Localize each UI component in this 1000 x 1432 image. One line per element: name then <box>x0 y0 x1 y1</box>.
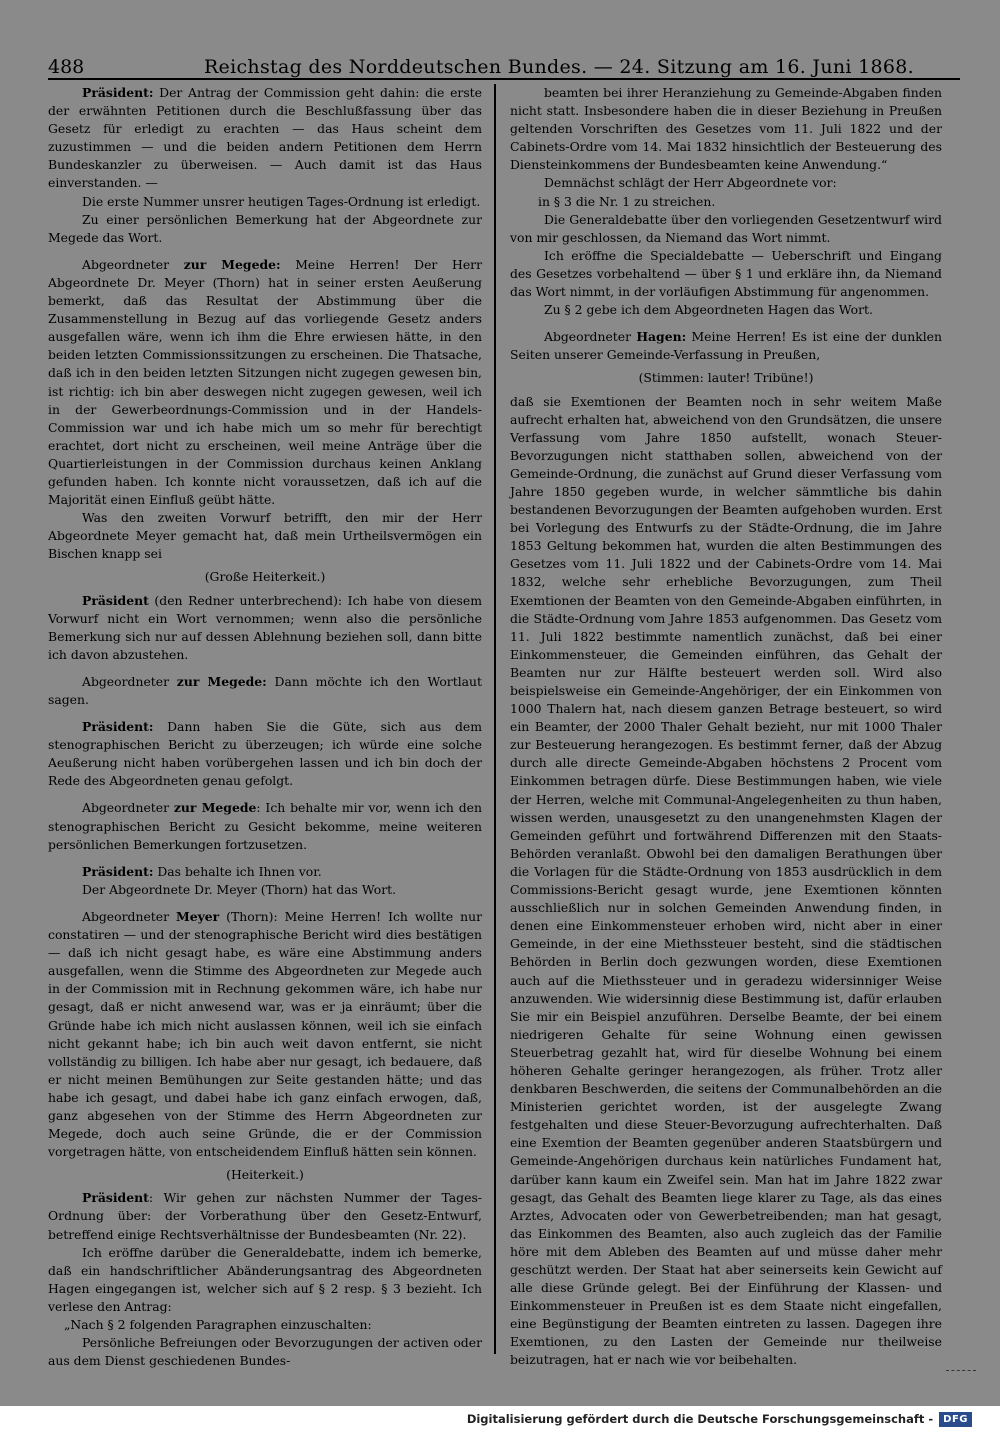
paragraph-text: Die Generaldebatte über den vorliegenden Gesetzentwurf wird von mir geschlossen, da Niemand das Wort nimmt. <box>510 211 942 245</box>
paragraph <box>48 881 482 899</box>
paragraph-text: Dann haben Sie die Güte, sich aus dem stenographischen Bericht zu überzeugen; ich würde eine solche Aeußerung nicht haben vorübergehen lassen und ich bin doch der Rede des Abgeordneten genau gefolgt. <box>48 719 482 789</box>
scan-margin-mark <box>946 1370 976 1381</box>
page-number: 488 <box>48 56 85 78</box>
paragraph-text: Der Antrag der Commission geht dahin: die erste der erwähnten Petitionen durch die Beschlußfassung über das Gesetz für erledigt zu erachten — das Haus scheint dem zuzustimmen — und die beiden andern Petitionen dem Herrn Bundeskanzler zu überweisen. — Auch damit ist das Haus einverstanden. — <box>48 85 482 191</box>
paragraph-text: (Thorn): Meine Herren! Ich wollte nur constatiren — und der stenographische Bericht wird dies bestätigen — daß ich nicht gesagt habe, es wäre eine Abstimmung anders ausgefallen, wenn die Stimme des Abgeordneten zur Megede auch in der Commission mit in Rechnung gekommen wäre, ich habe nur gesagt, daß er nicht anwesend war, was er ja einräumt; über die Gründe habe ich mich nicht auslassen können, weil ich sie einfach nicht gekannt habe; ich bin auch weit davon entfernt, sie nicht vollständig zu billigen. Ich habe aber nur gesagt, ich bedauere, daß er nicht meinen Bemühungen zur Seite gestanden hätte; und das habe ich gesagt, und dabei habe ich ganz einfach erwogen, daß, ganz abgesehen von der Stimme des Herrn Abgeordneten zur Megede, doch auch seine Gründe, die er der Commission vorgetragen hätte, von entscheidendem Einfluß hätten sein können. <box>48 908 483 1160</box>
footer-credit: Digitalisierung gefördert durch die Deutsche Forschungsgemeinschaft - <box>466 1412 934 1426</box>
stage-direction: (Heiterkeit.) <box>226 1167 304 1183</box>
paragraph-text: Persönliche Befreiungen oder Bevorzugungen der activen oder aus dem Dienst geschiedenen Bundes- <box>48 1335 482 1369</box>
speaker-name: zur Megede <box>173 800 257 816</box>
speaker-name: Hagen: <box>636 329 687 345</box>
paragraph-text: „Nach § 2 folgenden Paragraphen einzuschalten: <box>64 1317 372 1332</box>
paragraph <box>48 1244 482 1316</box>
speaker-name: zur Megede: <box>176 673 267 689</box>
paragraph <box>510 174 942 192</box>
speech-paragraph <box>48 673 482 709</box>
paragraph-text: Ich eröffne die Specialdebatte — Ueberschrift und Eingang des Gesetzes vorbehaltend — über § 1 und erkläre ihn, da Niemand das Wort nimmt, in der vorläufigen Abstimmung für angenommen. <box>510 247 942 300</box>
paragraph-text: Zu § 2 gebe ich dem Abgeordneten Hagen das Wort. <box>544 302 873 318</box>
paragraph-text: Die erste Nummer unsrer heutigen Tages-Ordnung ist erledigt. <box>82 193 481 209</box>
speaker-title: Abgeordneter <box>82 673 177 689</box>
paragraph <box>510 211 942 247</box>
dfg-logo-icon: DFG <box>939 1412 972 1427</box>
paragraph-text: Was den zweiten Vorwurf betrifft, den mir der Herr Abgeordnete Meyer gemacht hat, daß mein Urtheilsvermögen ein Bischen knapp sei <box>48 510 482 562</box>
paragraph <box>510 247 942 301</box>
speaker-title: Abgeordneter <box>82 908 176 924</box>
paragraph-text: : Ich behalte mir vor, wenn ich den stenographischen Bericht zu Gesicht bekomme, meine weiteren persönlichen Bemerkungen fortzusetzen. <box>48 800 482 852</box>
paragraph-text: daß sie Exemtionen der Beamten noch in sehr weitem Maße aufrecht erhalten hat, abweichend von den Grundsätzen, die unsere Verfassung vom Jahre 1850 aufstellt, wonach Steuer-Bevorzugungen nicht statthaben sollen, abweichend von der Gemeinde-Ordnung, die zunächst auf Grund dieser Verfassung vom Jahre 1850 gegeben wurde, in welcher sämmtliche bis dahin bestandenen Bevorzugungen der Beamten aufgehoben wurden. Erst bei Vorlegung des Entwurfs zu der Städte-Ordnung, die im Jahre 1853 Geltung bekommen hat, wurden die alten Bestimmungen des Gesetzes vom 11. Juli 1822 und der Cabinets-Ordre vom 14. Mai 1832, welche sehr erhebliche Bevorzugungen, zum Theil Exemtionen der Beamten von den Gemeinde-Abgaben einführten, in die Städte-Ordnung vom Jahre 1853 aufgenommen. Das Gesetz vom 11. Juli 1822 bestimmte namentlich zunächst, daß bei einer Einkommensteuer, die Gemeinden einführen, das Gehalt der Beamten nur zur Hälfte besteuert werden soll. Wird also beispielsweise ein Gemeinde-Angehöriger, der ein Einkommen von 1000 Thalern hat, nach diesem ganzen Betrage besteuert, so wird ein Beamter, der 2000 Thaler Gehalt bezieht, nur mit 1000 Thaler zur Besteuerung herangezogen. Es bestimmt ferner, daß der Abzug durch alle directe Gemeinde-Abgaben höchstens 2 Procent vom Einkommen betragen dürfe. Diese Bestimmungen haben, wie viele der Herren, welche mit Communal-Angelegenheiten zu thun haben, wissen werden, unausgesetzt zu den unangenehmsten Klagen der Gemeinden geführt und fortwährend Differenzen mit den Staats-Behörden veranlaßt. Obwohl bei den damaligen Berathungen über die Vorlagen für die Städte-Ordnung von 1853 ausdrücklich in dem Commissions-Bericht gesagt wurde, jene Exemtionen könnten ausschließlich nur in solchen Gemeinden Anwendung finden, in denen eine Einkommensteuer erhoben wird, nicht aber in einer Gemeinde, in der eine Miethssteuer besteht, sind die städtischen Behörden in Berlin doch gezwungen worden, diese Exemtionen auch auf die Miethssteuer und in geradezu widersinniger Weise anzuwenden. Wie widersinnig diese Bestimmung ist, dafür erlauben Sie mir ein Beispiel anzuführen. Derselbe Beamte, der bei einem niedrigeren Gehalte für seine Wohnung einen gewissen Steuerbetrag gezahlt hat, wird für dieselbe Wohnung bei einem höheren Gehalte geringer herangezogen, als früher. Trotz aller denkbaren Beschwerden, die seitens der Communalbehörden an die Ministerien gerichtet worden, ist der ausgelegte Zwang festgehalten und diese Steuer-Bevorzugung aufrechterhalten. Daß eine Exemtion der Beamten gegenüber anderen Staatsbürgern und Gemeinde-Angehörigen durchaus kein natürliches Fundament hat, darüber kann kaum ein Zweifel sein. Man hat im Jahre 1822 zwar gesagt, das Gehalt des Beamten liege klarer zu Tage, als das eines Arztes, Advocaten oder von Gewerbetreibenden; man hat gesagt, das Einkommen des Beamten, also auch zugleich das der Familie höre mit dem Ableben des Beamten auf und müsse daher mehr geschützt werden. Der Staat hat aber seinerseits kein Gewicht auf alle diese Gründe gelegt. Bei der Einführung der Klassen- und Einkommensteuer in Preußen ist es dem Staate nicht eingefallen, eine Begünstigung der Beamten eintreten zu lassen. Dagegen ihre Exemtionen, zu den Lasten der Gemeinde nur theilweise beizutragen, hat er nach wie vor beibehalten. <box>510 393 942 1368</box>
speech-paragraph <box>48 718 482 790</box>
paragraph-text: Ich eröffne darüber die Generaldebatte, indem ich bemerke, daß ein handschriftlicher Abänderungsantrag des Abgeordneten Hagen eingegangen ist, welcher sich auf § 2 resp. § 3 bezieht. Ich verlese den Antrag: <box>48 1244 482 1314</box>
stage-direction: (Stimmen: lauter! Tribüne!) <box>638 370 814 386</box>
speech-paragraph <box>48 799 482 853</box>
quoted-motion: in § 3 die Nr. 1 zu streichen. <box>538 193 716 209</box>
speaker-name: Präsident: <box>82 85 154 100</box>
paragraph <box>510 84 942 174</box>
speech-paragraph <box>48 908 482 1161</box>
footer-bar <box>0 1406 1000 1432</box>
speaker-name: Präsident: <box>82 863 154 879</box>
speech-paragraph <box>48 84 482 193</box>
speaker-name: zur Megede: <box>183 256 281 272</box>
right-column <box>510 84 942 1370</box>
paragraph-text: beamten bei ihrer Heranziehung zu Gemeinde-Abgaben finden nicht statt. Insbesondere haben die in dieser Beziehung in Preußen geltenden Vorschriften des Gesetzes vom 11. Juli 1822 und der Cabinets-Ordre vom 14. Mai 1832 hinsichtlich der Besteuerung des Diensteinkommens der Bundesbeamten keine Anwendung.“ <box>510 85 942 173</box>
paragraph <box>48 1316 482 1334</box>
paragraph-text: : Wir gehen zur nächsten Nummer der Tages-Ordnung über: der Vorberathung über den Gesetz-Entwurf, betreffend einige Rechtsverhältnisse der Bundesbeamten (Nr. 22). <box>48 1190 482 1242</box>
running-title: Reichstag des Norddeutschen Bundes. — 24. Sitzung am 16. Juni 1868. <box>203 56 915 78</box>
speech-paragraph <box>48 256 482 509</box>
speaker-title: Abgeordneter <box>82 256 184 272</box>
paragraph <box>48 211 482 247</box>
page-header <box>48 44 960 80</box>
speaker-name: Präsident: <box>82 719 154 735</box>
speaker-name: Meyer <box>175 908 220 924</box>
paragraph <box>48 193 482 211</box>
paragraph-text: Zu einer persönlichen Bemerkung hat der Abgeordnete zur Megede das Wort. <box>48 211 482 245</box>
speech-paragraph <box>48 592 482 664</box>
paragraph-text: (den Redner unterbrechend): Ich habe von diesem Vorwurf nicht ein Wort vernommen; wenn also die persönliche Bemerkung sich nur auf dessen Ablehnung beziehen soll, dann bitte ich davon abzustehen. <box>48 592 482 662</box>
paragraph-text: Der Abgeordnete Dr. Meyer (Thorn) hat das Wort. <box>82 881 397 897</box>
paragraph <box>48 509 482 563</box>
paragraph-text: Meine Herren! Der Herr Abgeordnete Dr. Meyer (Thorn) hat in seiner ersten Aeußerung bemerkt, daß das Resultat der Abstimmung über die Zusammenstellung in Bezug auf das vorliegende Gesetz anders ausgefallen wäre, wenn ich ihm die Ehre erwiesen hätte, in den beiden letzten Commissionssitzungen zu erscheinen. Die Thatsache, daß ich in den beiden letzten Sitzungen nicht zugegen gewesen bin, ist richtig: ich bin aber deswegen nicht zugegen gewesen, weil ich in der Gewerbeordnungs-Commission und in der Handels-Commission war und ich habe mich um so mehr für berechtigt erachtet, dort nicht zu erscheinen, weil meine Anträge über die Quartierleistungen in der Commission durchaus keinen Anklang gefunden haben. Ich konnte nicht voraussetzen, daß ich auf die Majorität einen Einfluß geübt hätte. <box>48 256 482 508</box>
paragraph <box>510 301 942 319</box>
column-divider <box>494 84 496 1354</box>
speaker-title: Abgeordneter <box>544 329 637 345</box>
paragraph-text: Dann möchte ich den Wortlaut sagen. <box>48 673 483 707</box>
speaker-name: Präsident <box>82 592 149 608</box>
speech-paragraph <box>510 328 942 364</box>
speech-paragraph <box>48 1189 482 1243</box>
paragraph <box>48 1334 482 1370</box>
stage-direction: (Große Heiterkeit.) <box>204 569 326 585</box>
paragraph-text: Meine Herren! Es ist eine der dunklen Seiten unserer Gemeinde-Verfassung in Preußen, <box>510 329 942 363</box>
speech-paragraph <box>48 863 482 881</box>
paragraph-text: Das behalte ich Ihnen vor. <box>153 863 322 879</box>
speaker-title: Abgeordneter <box>82 800 174 816</box>
paragraph-text: Demnächst schlägt der Herr Abgeordnete vor: <box>544 175 837 191</box>
left-column <box>48 84 482 1370</box>
speaker-name: Präsident <box>82 1190 149 1206</box>
paragraph <box>510 393 942 1370</box>
